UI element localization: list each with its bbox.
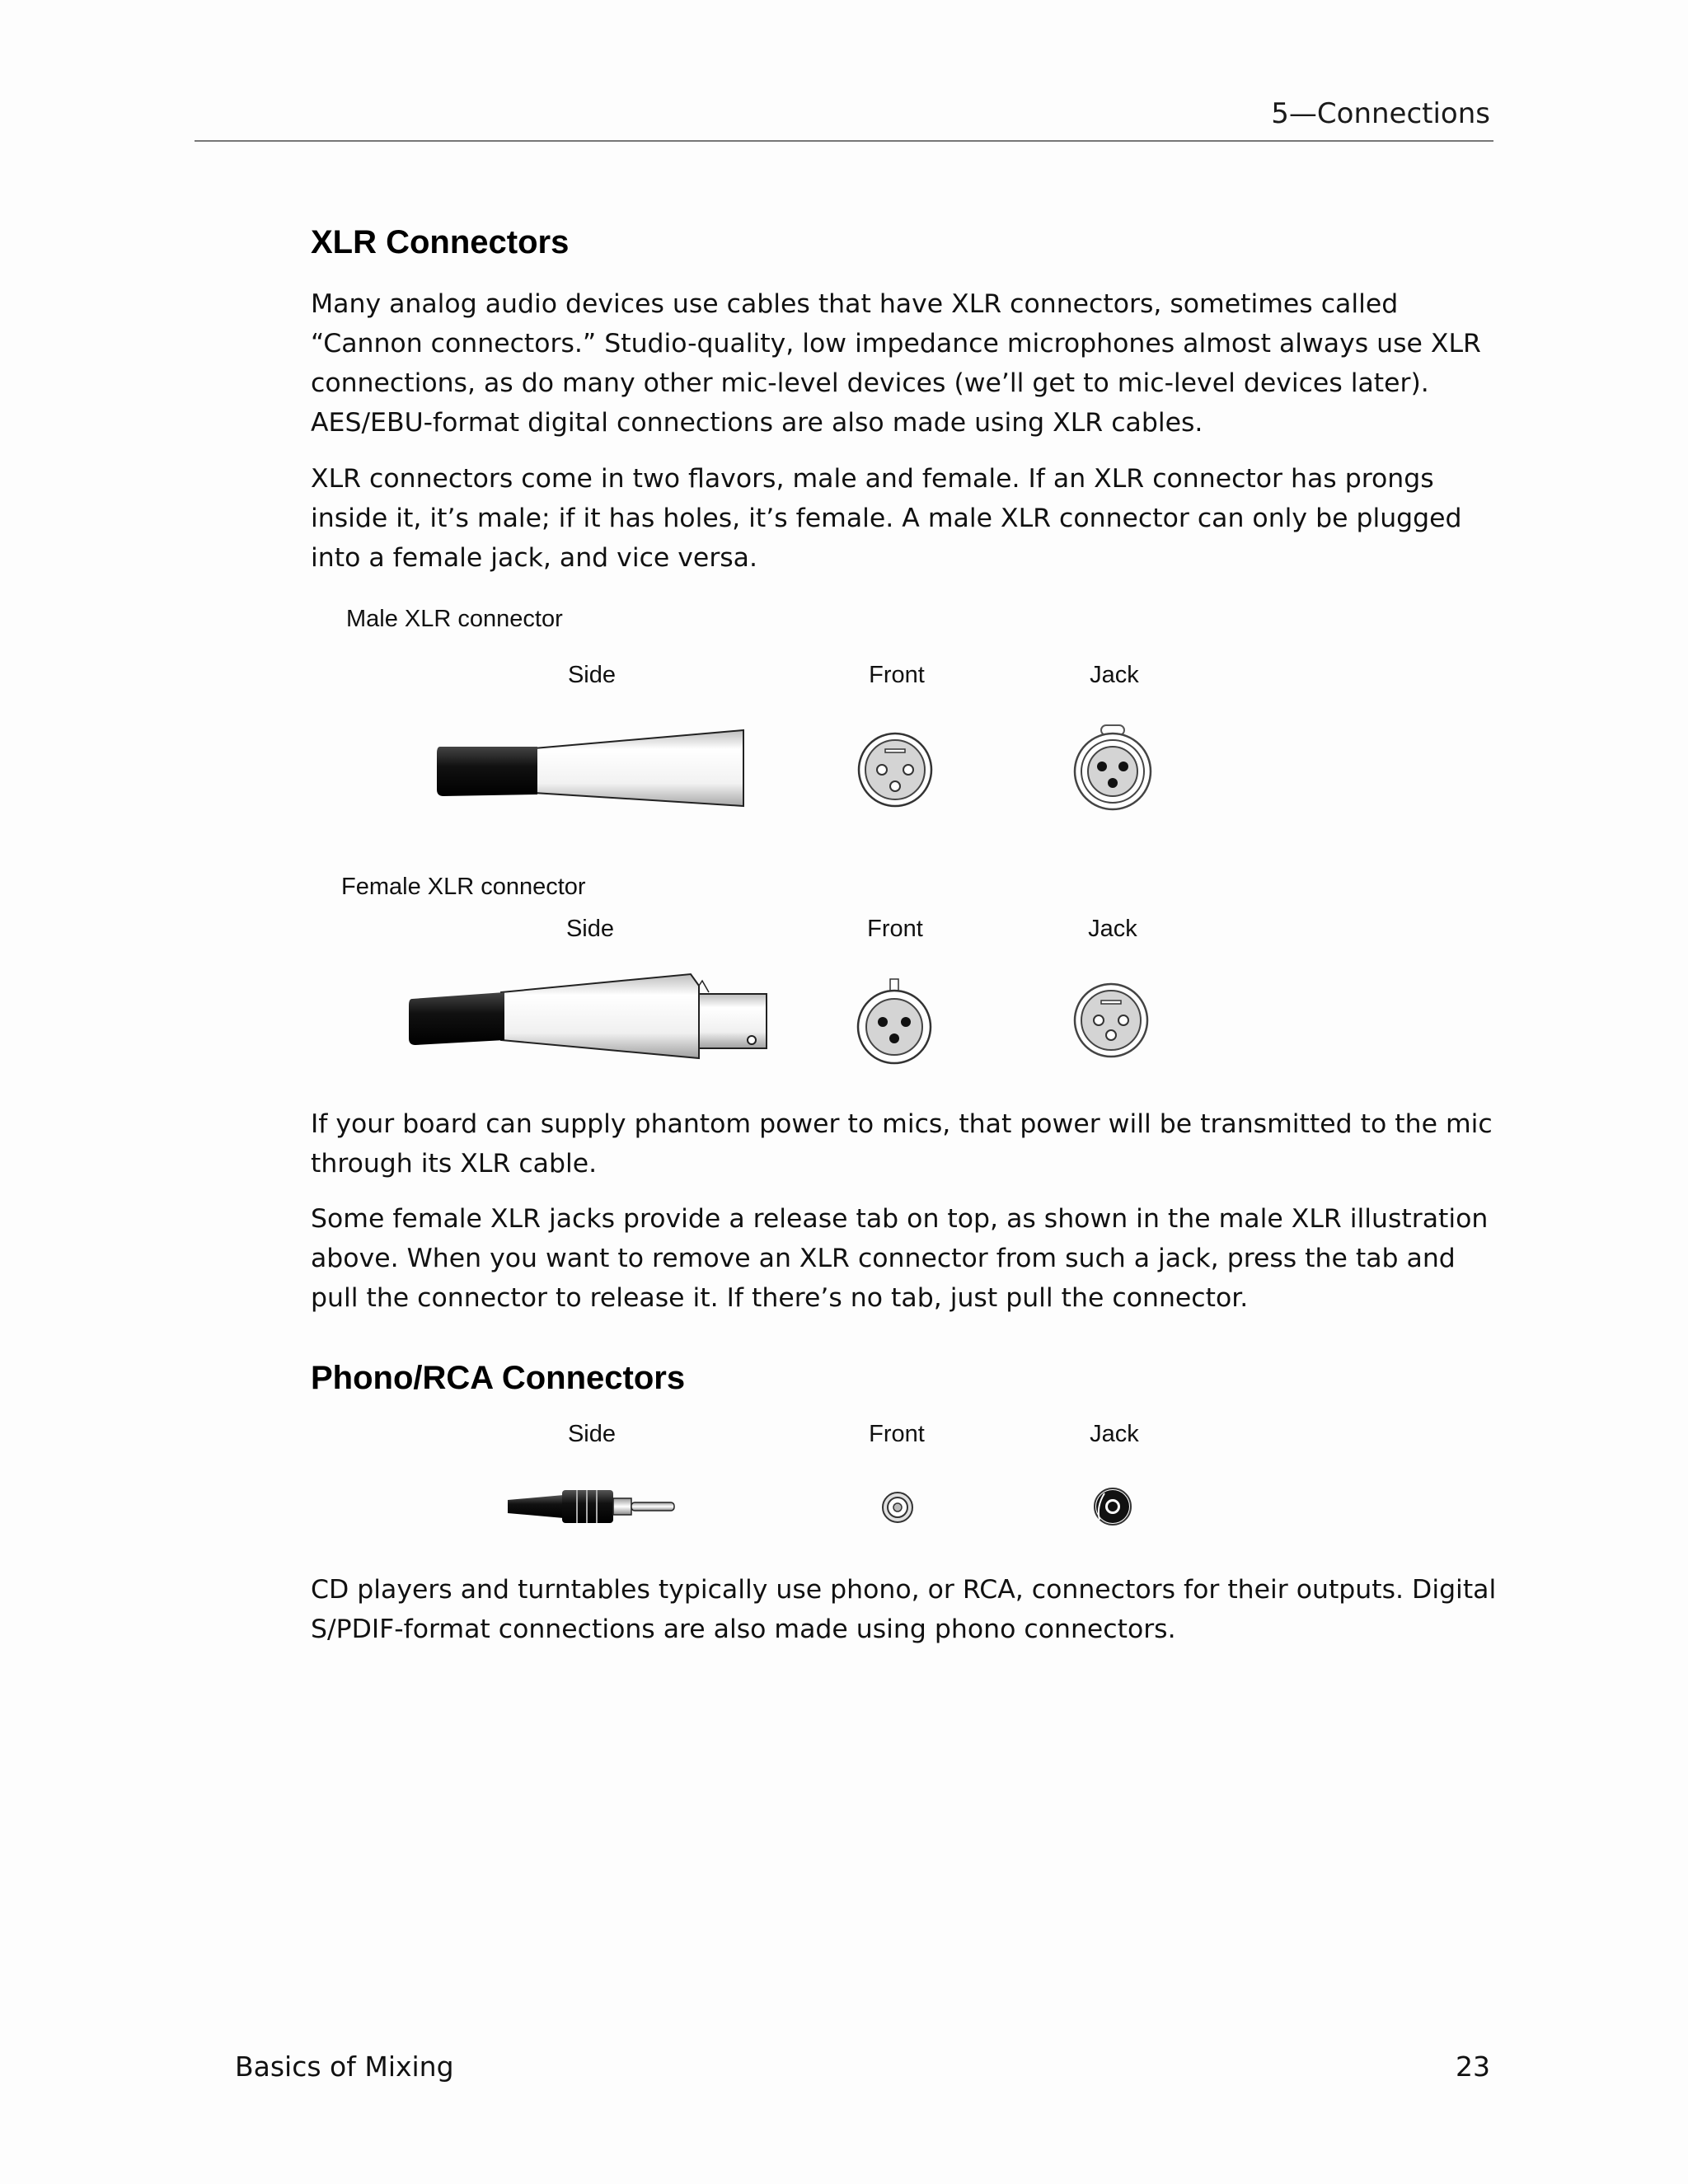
female-xlr-jack-illustration [1073,981,1152,1060]
xlr-paragraph-3: If your board can supply phantom power to mics, that power will be transmitted to the mic through its XLR cable. [311,1109,1493,1179]
female-xlr-side-label: Side [565,916,615,942]
male-xlr-side-label: Side [567,662,617,688]
running-head: 5—Connections [1271,97,1490,130]
phono-front-label: Front [869,1421,925,1447]
female-xlr-front-illustration [856,977,935,1066]
phono-jack-label: Jack [1090,1421,1139,1447]
female-xlr-side-illustration [402,969,773,1068]
phono-heading: Phono/RCA Connectors [311,1360,686,1396]
male-xlr-jack-illustration [1073,724,1156,814]
female-xlr-jack-label: Jack [1088,916,1137,942]
xlr-paragraph-4: Some female XLR jacks provide a release tab on top, as shown in the male XLR illustration above. When you want to remove an XLR connector from such a jack, press the tab and pull the connector to release it. If there’s no tab, just pull the connector. [311,1204,1489,1313]
xlr-paragraph-1: Many analog audio devices use cables that have XLR connectors, sometimes called “Cannon connectors.” Studio-quality, low impedance microphones almost always use XLR connections, as do many other mic-level devices (we’ll get to mic-level devices later). AES/EBU-format digital connections are also made using XLR cables. [311,289,1481,438]
xlr-heading: XLR Connectors [311,224,570,260]
phono-side-label: Side [567,1421,617,1447]
phono-front-illustration [880,1490,917,1526]
footer-book-title: Basics of Mixing [235,2050,454,2083]
female-xlr-figure-title: Female XLR connector [341,874,586,900]
female-xlr-front-label: Front [867,916,923,942]
male-xlr-side-illustration [429,725,758,816]
phono-paragraph-1: CD players and turntables typically use phono, or RCA, connectors for their outputs. Digital S/PDIF-format connections are also made using phono connectors. [311,1575,1497,1644]
phono-jack-illustration [1093,1487,1134,1528]
male-xlr-front-label: Front [869,662,925,688]
xlr-paragraph-2: XLR connectors come in two flavors, male and female. If an XLR connector has prongs inside it, it’s male; if it has holes, it’s female. A male XLR connector can only be plugged into a female jack, and vice versa. [311,464,1462,573]
male-xlr-front-illustration [857,732,936,811]
male-xlr-figure-title: Male XLR connector [346,606,563,632]
phono-side-illustration [504,1483,686,1533]
footer-page-number: 23 [1456,2050,1490,2083]
male-xlr-jack-label: Jack [1090,662,1139,688]
header-rule [195,140,1493,142]
